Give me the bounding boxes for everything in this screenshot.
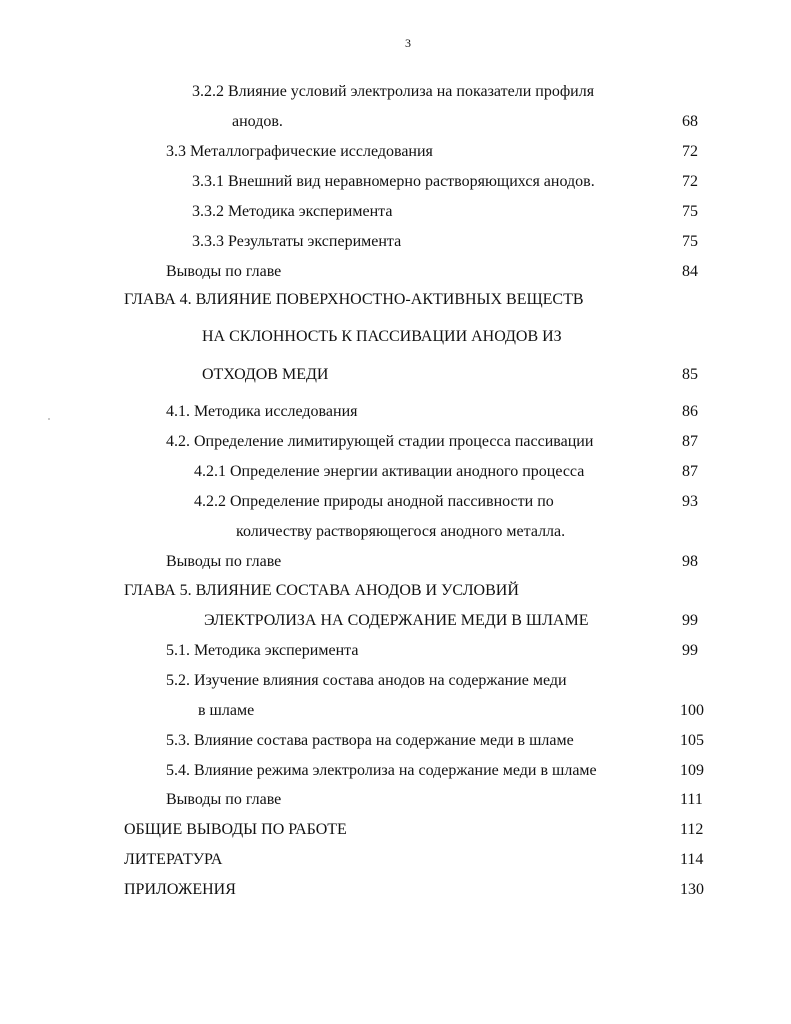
toc-page-chapter5: 99 (682, 612, 698, 629)
toc-chapter4-line2: НА СКЛОННОСТЬ К ПАССИВАЦИИ АНОДОВ ИЗ (202, 328, 562, 345)
toc-entry-4-2: 4.2. Определение лимитирующей стадии процесса пассивации (166, 433, 594, 450)
toc-entry-4-2-2-line2: количеству растворяющегося анодного металла. (236, 523, 566, 540)
toc-page-3-3: 72 (682, 143, 698, 160)
toc-entry-4-2-2-line1: 4.2.2 Определение природы анодной пассивности по (194, 493, 554, 510)
toc-page-3-3-3: 75 (682, 233, 698, 250)
toc-page-chapter5-conclusions: 111 (680, 791, 703, 808)
toc-page-5-3: 105 (680, 732, 704, 749)
toc-entry-chapter5-conclusions: Выводы по главе (166, 791, 282, 808)
toc-entry-3-3-3: 3.3.3 Результаты эксперимента (192, 233, 402, 250)
toc-page-chapter4-conclusions: 98 (682, 553, 698, 570)
toc-page-4-2-1: 87 (682, 463, 698, 480)
toc-page-appendices: 130 (680, 881, 704, 898)
toc-page-3-3-2: 75 (682, 203, 698, 220)
toc-entry-3-3-2: 3.3.2 Методика эксперимента (192, 203, 393, 220)
toc-entry-3-2-2-line1: 3.2.2 Влияние условий электролиза на показатели профиля (192, 83, 595, 100)
toc-page-5-4: 109 (680, 762, 704, 779)
toc-entry-5-4: 5.4. Влияние режима электролиза на содержание меди в шламе (166, 762, 597, 779)
toc-chapter5-line2: ЭЛЕКТРОЛИЗА НА СОДЕРЖАНИЕ МЕДИ В ШЛАМЕ (204, 612, 589, 629)
toc-chapter5-line1: ГЛАВА 5. ВЛИЯНИЕ СОСТАВА АНОДОВ И УСЛОВИЙ (124, 582, 519, 599)
toc-entry-5-2-line2: в шламе (198, 702, 255, 719)
toc-chapter4-line3: ОТХОДОВ МЕДИ (202, 366, 329, 383)
toc-page-4-2-2: 93 (682, 493, 698, 510)
toc-entry-3-3: 3.3 Металлографические исследования (166, 143, 433, 160)
scan-speck (48, 418, 50, 420)
toc-page-literature: 114 (680, 851, 704, 868)
toc-entry-3-2-2-line2: анодов. (232, 113, 283, 130)
toc-appendices: ПРИЛОЖЕНИЯ (124, 881, 236, 898)
toc-entry-5-3: 5.3. Влияние состава раствора на содержание меди в шламе (166, 732, 574, 749)
toc-entry-4-1: 4.1. Методика исследования (166, 403, 358, 420)
toc-entry-chapter4-conclusions: Выводы по главе (166, 553, 282, 570)
page-number: 3 (405, 36, 411, 50)
toc-entry-3-3-1: 3.3.1 Внешний вид неравномерно растворяющихся анодов. (192, 173, 595, 190)
toc-page-3-2-2: 68 (682, 113, 698, 130)
toc-entry-chapter3-conclusions: Выводы по главе (166, 263, 282, 280)
toc-chapter4-line1: ГЛАВА 4. ВЛИЯНИЕ ПОВЕРХНОСТНО-АКТИВНЫХ ВЕЩЕСТВ (124, 291, 584, 308)
toc-literature: ЛИТЕРАТУРА (124, 851, 223, 868)
toc-page-chapter4: 85 (682, 366, 698, 383)
toc-entry-5-2-line1: 5.2. Изучение влияния состава анодов на содержание меди (166, 672, 567, 689)
toc-entry-4-2-1: 4.2.1 Определение энергии активации анодного процесса (194, 463, 585, 480)
toc-page-5-1: 99 (682, 642, 698, 659)
toc-page-general-conclusions: 112 (680, 821, 704, 838)
toc-page-5-2: 100 (680, 702, 704, 719)
toc-page-3-3-1: 72 (682, 173, 698, 190)
toc-entry-5-1: 5.1. Методика эксперимента (166, 642, 359, 659)
toc-page-4-2: 87 (682, 433, 698, 450)
toc-page-chapter3-conclusions: 84 (682, 263, 698, 280)
toc-general-conclusions: ОБЩИЕ ВЫВОДЫ ПО РАБОТЕ (124, 821, 347, 838)
toc-page-4-1: 86 (682, 403, 698, 420)
